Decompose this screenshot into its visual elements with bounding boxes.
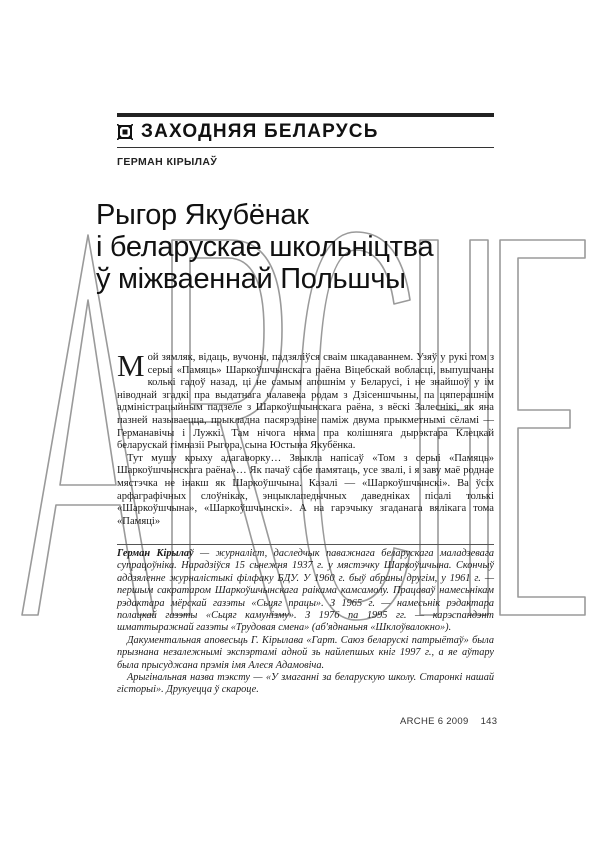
article-author: ГЕРМАН КІРЫЛАЎ	[117, 156, 218, 168]
bio-author-name: Герман Кірылаў	[117, 548, 194, 559]
section-rule-bottom	[117, 147, 494, 148]
title-line: Рыгор Якубёнак	[96, 199, 309, 231]
article-body	[117, 348, 494, 528]
bio-divider	[117, 544, 494, 545]
drop-cap: М	[117, 348, 145, 383]
body-paragraph	[117, 348, 494, 453]
bio-paragraph: Дакументальная аповесьць Г. Кірылава «Гарт. Саюз беларускі патрыётаў» была прызнана незалежнымі экспэртамі адной зь найлепшых кніг 1997 г., а яе аўтару была прысуджана прэмія імя Алеся Адамовіча.	[117, 634, 494, 671]
section-rule-top	[117, 113, 494, 117]
body-paragraph: Тут мушу крыху адагаворку… Звыкла напісаў «Том з серыі «Памяць» Шаркоўшчынскага раёна»… Як пачаў сабе памятаць, усе звалі, і я заву маё роднае мястэчка не інакш як Шаркоўшчына. Казалі — «Шаркоўшчынскі». Ва ўсіх арфаграфічных слоўніках, энцыклапедычных даведніках пісалі толькі «Шаркоўшчына», «Шаркоўшчынскі». А на гарэчыку згаданага вялікага тома «Памяці»	[117, 452, 494, 527]
page-number: 143	[480, 716, 498, 727]
author-bio	[117, 548, 494, 697]
square-ornament-icon	[117, 124, 133, 140]
page-footer	[400, 716, 498, 727]
body-paragraph-text: ой зямляк, відаць, вучоны, падзяліўся сваім шкадаваннем. Узяў у рукі том з серыі «Памяць» Шаркоўшчынскага раёна Віцебскай вобласці, выпушчаны колькі гадоў назад, ці не самым апошнім у Беларусі, і не знайшоў у ім ніводнай згадкі пра выдатнага чалавека родам з Дзісеншчыны, па цяперашнім адміністрацыйным падзеле з Шаркоўшчынскага раёна, з вёскі Залеснікі, як яна пазней называецца, прыкладна пасярэдзіне паміж двума прыкметнымі сёламі — Германавічы і Лужкі. Там нічога няма пра колішняга дырэктара Клецкай беларускай гімназіі Рыгора, сына Юстына Якубёнка.	[117, 352, 494, 452]
bio-paragraph: Арыгінальная назва тэксту — «У змаганні за беларускую школу. Старонкі нашай гісторыі». Друкуецца ў скароце.	[117, 672, 494, 696]
section-title: ЗАХОДНЯЯ БЕЛАРУСЬ	[141, 121, 379, 142]
bio-paragraph	[117, 548, 494, 635]
article-title	[96, 199, 516, 295]
bio-paragraph-text: — журналіст, даследчык паважнага беларускага маладзевага супрацоўніка. Нарадзіўся 15 сьнежня 1937 г. у мястэчку Шаркоўшчына. Скончыў аддзяленне журналістыкі філфаку БДУ. У 1960 г. быў абраны другім, у 1961 г. — першым сакратаром Шаркоўшчынскага раікама камсамолу. Працаваў намесьнікам рэдактара мёрскай газэты «Сьцяг працы». З 1965 г. — намесьнік рэдактара полацкай газэты «Сьцяг камунізму». З 1976 па 1995 гг. — карэспандэнт шматтыражнай газэты «Трудовая смена» (аб'яднаньня «Шклоўвалокно»).	[117, 548, 494, 634]
watermark-letter-e	[500, 240, 585, 615]
title-line: і беларускае школьніцтва	[96, 231, 434, 263]
title-line: ў міжваеннай Польшчы	[96, 263, 406, 295]
section-header	[117, 119, 494, 145]
journal-issue: ARCHE 6 2009	[400, 716, 469, 727]
